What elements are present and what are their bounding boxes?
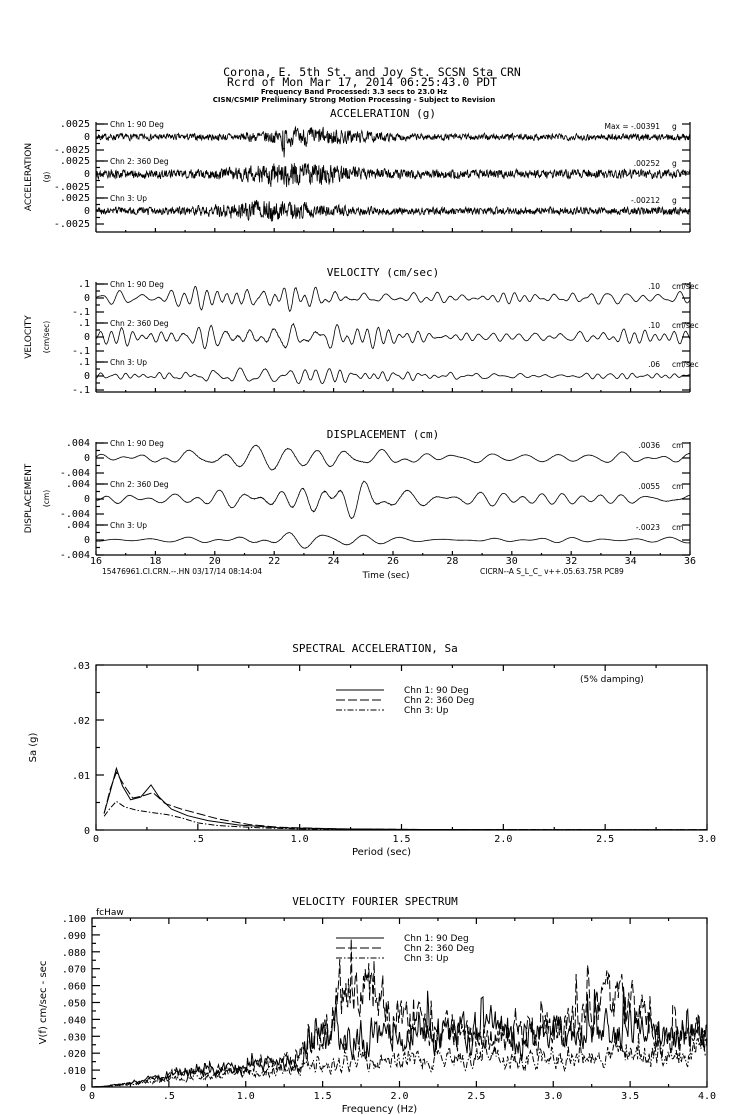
displacement-panel	[24, 428, 690, 561]
peak-value: -.0023	[635, 523, 660, 532]
x-tick-label: 3.0	[697, 834, 717, 845]
velocity-panel	[24, 266, 699, 396]
channel-label: Chn 2: 360 Deg	[110, 480, 169, 489]
channel-label: Chn 3: Up	[110, 194, 148, 203]
y-tick-label: 0	[83, 535, 90, 546]
peak-unit: cm/sec	[672, 321, 699, 330]
panel-title: VELOCITY (cm/sec)	[326, 266, 440, 279]
x-tick-label: .5	[162, 1091, 175, 1102]
y-tick-label: .1	[77, 279, 90, 290]
x-tick-label: 1.5	[392, 834, 411, 845]
x-tick-label: 2.5	[467, 1091, 486, 1102]
y-tick-label: .1	[77, 357, 90, 368]
annotation: fcHaw	[96, 908, 124, 918]
x-tick-label: 3.0	[544, 1091, 563, 1102]
y-tick-label: 0	[83, 371, 90, 382]
y-tick-label: .040	[61, 1015, 86, 1027]
x-tick-label: 30	[505, 556, 518, 567]
y-tick-label: 0	[83, 494, 90, 505]
y-axis-label: ACCELERATION	[24, 142, 34, 212]
x-axis-label: Time (sec)	[362, 571, 410, 581]
channel-label: Chn 3: Up	[110, 521, 148, 530]
y-tick-label: .100	[61, 914, 86, 925]
y-tick-label: .02	[71, 716, 90, 727]
y-tick-label: 0	[83, 206, 90, 217]
legend-label-2: Chn 2: 360 Deg	[404, 696, 475, 706]
peak-unit: cm/sec	[672, 282, 699, 291]
legend-label-2: Chn 2: 360 Deg	[404, 944, 475, 954]
x-tick-label: 18	[149, 556, 162, 567]
y-tick-label: .0025	[59, 119, 90, 130]
peak-unit: g	[672, 122, 677, 131]
waveform-1-2	[96, 324, 690, 349]
spectrum-line-3	[104, 801, 707, 829]
y-tick-label: .1	[77, 318, 90, 329]
peak-value: -.00212	[631, 196, 660, 205]
y-tick-label: .060	[61, 981, 86, 993]
chart-title: SPECTRAL ACCELERATION, Sa	[292, 642, 458, 655]
y-tick-label: .03	[71, 661, 90, 672]
x-axis-label: Frequency (Hz)	[341, 1104, 418, 1115]
channel-label: Chn 1: 90 Deg	[110, 439, 164, 448]
record-date: Rcrd of Mon Mar 17, 2014 06:25:43.0 PDT	[226, 75, 498, 89]
y-tick-label: .070	[61, 964, 86, 976]
channel-label: Chn 3: Up	[110, 358, 148, 367]
peak-value: .0036	[638, 441, 660, 450]
footer-right: CICRN--A S_L_C_ v++.05.63.75R PC89	[480, 567, 624, 576]
y-tick-label: -.1	[71, 346, 90, 357]
spectrum-line-2	[104, 772, 707, 830]
y-tick-label: .090	[61, 930, 86, 942]
legend-label-1: Chn 1: 90 Deg	[404, 686, 469, 696]
y-tick-label: .080	[61, 947, 86, 959]
x-tick-label: 16	[89, 556, 103, 567]
x-tick-label: 32	[565, 556, 578, 567]
peak-value: .0055	[638, 482, 660, 491]
y-tick-label: -.0025	[53, 182, 90, 193]
waveform-2-3	[96, 533, 690, 549]
y-tick-label: .030	[61, 1032, 86, 1044]
y-axis-unit: (g)	[42, 171, 51, 183]
waveform-0-3	[96, 200, 690, 222]
y-tick-label: .020	[61, 1049, 86, 1061]
x-tick-label: 0	[88, 1091, 96, 1102]
x-tick-label: 2.5	[596, 834, 615, 845]
plot-frame	[96, 665, 707, 830]
x-tick-label: 1.0	[236, 1091, 255, 1102]
y-axis-unit: (cm)	[42, 489, 51, 508]
acceleration-panel	[24, 107, 690, 232]
peak-unit: g	[672, 159, 677, 168]
x-tick-label: 4.0	[697, 1091, 717, 1102]
y-axis-unit: (cm/sec)	[42, 320, 51, 354]
y-axis-label: DISPLACEMENT	[24, 463, 34, 534]
y-tick-label: 0	[83, 826, 90, 837]
x-tick-label: 1.0	[290, 834, 309, 845]
y-tick-label: -.004	[59, 468, 90, 479]
x-tick-label: 2.0	[494, 834, 513, 845]
waveform-0-1	[96, 127, 690, 157]
x-tick-label: 24	[327, 556, 340, 567]
x-tick-label: 26	[386, 556, 400, 567]
spectral-acceleration-chart	[28, 642, 716, 858]
fourier-spectrum-chart	[38, 895, 716, 1115]
y-tick-label: -.004	[59, 550, 90, 561]
y-tick-label: -.1	[71, 385, 90, 396]
y-tick-label: .050	[61, 998, 86, 1010]
peak-value: .00252	[633, 159, 660, 168]
x-tick-label: 1.5	[313, 1091, 332, 1102]
y-tick-label: 0	[79, 1083, 86, 1094]
y-tick-label: 0	[83, 169, 90, 180]
y-axis-label: V(f) cm/sec - sec	[38, 960, 49, 1045]
peak-unit: cm/sec	[672, 360, 699, 369]
y-tick-label: .01	[71, 771, 90, 782]
y-tick-label: .0025	[59, 193, 90, 204]
waveform-1-3	[96, 368, 690, 384]
waveform-2-1	[96, 445, 690, 470]
y-tick-label: 0	[83, 293, 90, 304]
channel-label: Chn 1: 90 Deg	[110, 280, 164, 289]
y-axis-label: Sa (g)	[28, 732, 39, 763]
x-tick-label: 2.0	[390, 1091, 409, 1102]
legend-label-3: Chn 3: Up	[404, 706, 449, 716]
y-tick-label: .0025	[59, 156, 90, 167]
x-axis-label: Period (sec)	[351, 847, 412, 858]
peak-value: .10	[648, 282, 660, 291]
y-tick-label: .004	[65, 438, 90, 449]
waveform-2-2	[96, 481, 690, 518]
y-axis-label: VELOCITY	[24, 315, 34, 359]
y-tick-label: -.0025	[53, 219, 90, 230]
footer-left: 15476961.CI.CRN.--.HN 03/17/14 08:14:04	[102, 567, 263, 576]
waveform-0-2	[96, 163, 690, 187]
station-title: Corona, E. 5th St. and Joy St. SCSN Sta CRN	[223, 65, 521, 79]
x-tick-label: 34	[624, 556, 637, 567]
y-tick-label: -.0025	[53, 145, 90, 156]
frequency-band: Frequency Band Processed: 3.3 secs to 23.0 Hz	[260, 88, 448, 96]
x-tick-label: 22	[268, 556, 281, 567]
panel-title: ACCELERATION (g)	[330, 107, 436, 120]
legend-label-1: Chn 1: 90 Deg	[404, 934, 469, 944]
y-tick-label: .004	[65, 479, 90, 490]
x-tick-label: 28	[446, 556, 459, 567]
x-tick-label: 3.5	[621, 1091, 640, 1102]
channel-label: Chn 2: 360 Deg	[110, 157, 169, 166]
peak-unit: cm	[672, 482, 684, 491]
chart-title: VELOCITY FOURIER SPECTRUM	[292, 895, 458, 908]
y-tick-label: -.004	[59, 509, 90, 520]
y-tick-label: 0	[83, 332, 90, 343]
y-tick-label: 0	[83, 453, 90, 464]
peak-unit: cm	[672, 523, 684, 532]
y-tick-label: .010	[61, 1066, 86, 1078]
y-tick-label: .004	[65, 520, 90, 531]
x-tick-label: 20	[208, 556, 221, 567]
peak-value: .10	[648, 321, 660, 330]
x-tick-label: 0	[92, 834, 100, 845]
annotation: (5% damping)	[580, 675, 644, 685]
channel-label: Chn 2: 360 Deg	[110, 319, 169, 328]
peak-value: .06	[648, 360, 660, 369]
y-tick-label: -.1	[71, 307, 90, 318]
x-tick-label: 36	[683, 556, 697, 567]
processing-note: CISN/CSMIP Preliminary Strong Motion Processing - Subject to Revision	[212, 96, 496, 104]
spectrum-line-1	[104, 768, 707, 829]
peak-unit: g	[672, 196, 677, 205]
peak-value: Max = -.00391	[604, 122, 660, 131]
channel-label: Chn 1: 90 Deg	[110, 120, 164, 129]
x-tick-label: .5	[191, 834, 204, 845]
y-tick-label: 0	[83, 132, 90, 143]
waveform-1-1	[96, 286, 690, 311]
peak-unit: cm	[672, 441, 684, 450]
panel-title: DISPLACEMENT (cm)	[326, 428, 440, 441]
legend-label-3: Chn 3: Up	[404, 954, 449, 964]
